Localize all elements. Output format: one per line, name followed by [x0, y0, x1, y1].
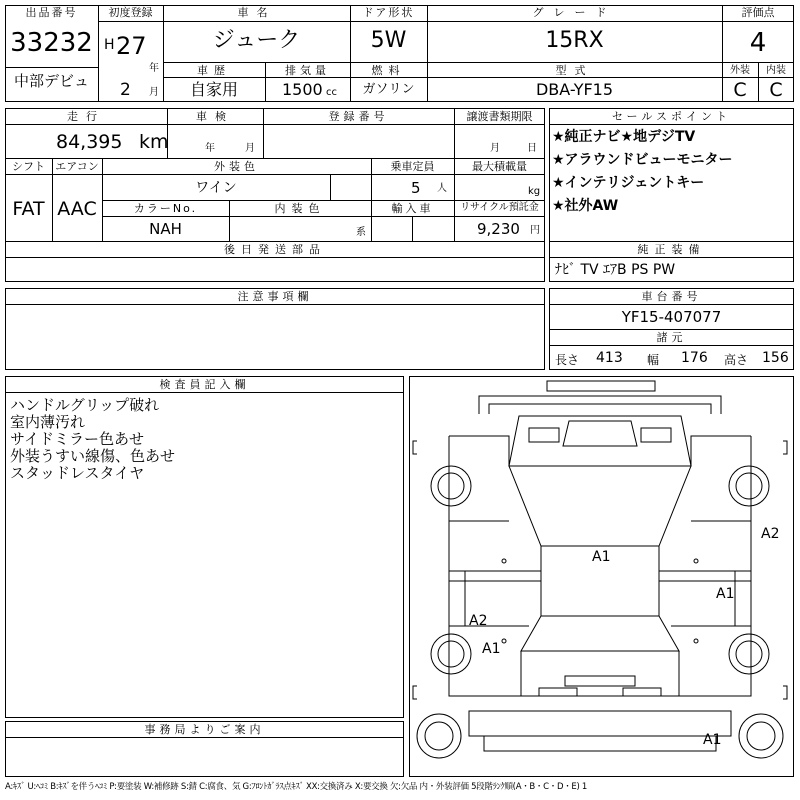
height-value: 156 — [762, 350, 789, 366]
fuel-label: 燃料 — [371, 64, 406, 77]
transfer-day-unit: 日 — [527, 143, 537, 154]
width-label: 幅 — [647, 353, 660, 367]
transfer-month-unit: 月 — [490, 143, 500, 154]
car-diagram — [409, 376, 794, 777]
capacity-label: 乗車定員 — [390, 160, 435, 173]
sales-point-3: ★インテリジェントキー — [552, 175, 705, 191]
grade-label: グレード — [532, 6, 617, 19]
first-reg-label: 初度登録 — [108, 6, 153, 19]
color-no-label: カラーNo. — [133, 202, 198, 215]
footer-legend: A:ｷｽﾞ U:ﾍｺﾐ B:ｷｽﾞを伴うﾍｺﾐ P:要塗装 W:補修跡 S:錆 C:腐食、気 G:ﾌﾛﾝﾄｶﾞﾗｽ点ｷｽﾞ XX:交換済み X:要交換 欠:欠品 内・外装評価 5段階ﾗﾝｸ順(A・B・C・D・E) 1 — [5, 782, 588, 792]
door: 5W — [370, 28, 407, 53]
car-name: ジューク — [212, 28, 301, 53]
first-reg-month: 2 — [120, 80, 131, 100]
lot-sub: 中部デビュ — [13, 72, 89, 90]
inspection-label: 車検 — [196, 110, 234, 123]
interior-grade: C — [769, 79, 783, 101]
era: H — [104, 37, 115, 53]
damage-mark-right-front-fender: A2 — [761, 526, 780, 542]
dims-label: 諸元 — [656, 331, 687, 344]
chassis-value: YF15-407077 — [621, 308, 722, 326]
inspector-line-5: スタッドレスタイヤ — [10, 464, 145, 482]
exterior-grade: C — [733, 79, 747, 101]
length-label: 長さ — [555, 353, 580, 367]
equipment-label: 純正装備 — [637, 243, 706, 256]
int-color-unit: 系 — [356, 227, 366, 238]
capacity: 5 — [411, 179, 421, 197]
sales-point-2: ★アラウンドビューモニター — [552, 152, 733, 168]
model-code: DBA-YF15 — [535, 80, 614, 99]
damage-mark-rear-bumper: A1 — [703, 732, 722, 748]
capacity-unit: 人 — [437, 183, 447, 194]
sales-point-4: ★社外AW — [552, 198, 619, 214]
width-value: 176 — [681, 350, 708, 366]
sales-point-1: ★純正ナビ★地デジTV — [552, 129, 696, 145]
grade: 15RX — [545, 28, 604, 53]
score: 4 — [749, 28, 767, 58]
inspector-line-1: ハンドルグリップ破れ — [10, 396, 160, 414]
max-load-label: 最大積載量 — [472, 160, 527, 173]
fuel: ガソリン — [362, 82, 415, 97]
lot-no: 33232 — [10, 28, 93, 58]
damage-mark-right-rear-door: A1 — [716, 586, 735, 602]
int-color-label: 内装色 — [274, 202, 326, 215]
damage-mark-roof: A1 — [592, 549, 611, 565]
ext-color-label: 外装色 — [214, 160, 259, 173]
history-label: 車歴 — [197, 64, 231, 77]
inspector-line-3: サイドミラー色あせ — [10, 430, 144, 448]
mileage-label: 走行 — [67, 110, 105, 123]
shift: FAT — [12, 198, 45, 220]
inspector-line-4: 外装うすい線傷、色あせ — [10, 447, 176, 465]
displacement: 1500 — [282, 80, 323, 99]
later-parts-label: 後日発送部品 — [224, 243, 326, 256]
mileage-unit: km — [139, 131, 169, 153]
month-unit: 月 — [149, 87, 159, 98]
car-name-label: 車名 — [237, 6, 276, 19]
inspector-line-2: 室内薄汚れ — [10, 413, 86, 431]
displacement-label: 排気量 — [285, 64, 330, 77]
inspection-month-unit: 月 — [245, 143, 255, 154]
inspection-year-unit: 年 — [205, 143, 215, 154]
door-label: ドア形状 — [362, 6, 415, 19]
ac: AAC — [57, 198, 97, 220]
length-value: 413 — [596, 350, 623, 366]
recycle-label: リサイクル預託金 — [460, 202, 539, 213]
office-label: 事務局よりご案内 — [144, 723, 265, 736]
chassis-label: 車台番号 — [641, 290, 702, 303]
ac-label: エアコン — [55, 160, 99, 173]
equipment-value: ﾅﾋﾞ TV ｴｱB PS PW — [555, 262, 676, 278]
recycle: 9,230 — [477, 220, 520, 238]
notes-label: 注意事項欄 — [237, 290, 313, 303]
history: 自家用 — [189, 80, 238, 99]
transfer-label: 譲渡書類期限 — [466, 110, 533, 123]
displacement-unit: cc — [326, 87, 337, 98]
damage-mark-left-rear-door: A2 — [469, 613, 488, 629]
lot-no-label: 出品番号 — [25, 6, 78, 19]
interior-label: 内装 — [766, 65, 786, 76]
inspector-label: 検査員記入欄 — [159, 378, 250, 391]
color-no: NAH — [149, 220, 182, 238]
damage-mark-left-rear-fender: A1 — [482, 641, 501, 657]
recycle-unit: 円 — [530, 225, 540, 236]
mileage: 84,395 — [56, 131, 123, 153]
score-label: 評価点 — [741, 6, 775, 19]
exterior-label: 外装 — [730, 65, 750, 76]
height-label: 高さ — [724, 353, 749, 367]
year-unit: 年 — [149, 63, 159, 74]
shift-label: シフト — [12, 160, 45, 173]
sales-points-label: セールスポイント — [611, 110, 731, 123]
first-reg-year: 27 — [116, 32, 147, 60]
reg-no-label: 登録番号 — [328, 110, 389, 123]
max-load-unit: kg — [528, 186, 541, 197]
import-label: 輸入車 — [391, 202, 434, 215]
ext-color: ワイン — [195, 180, 237, 196]
model-code-label: 型式 — [555, 64, 594, 77]
